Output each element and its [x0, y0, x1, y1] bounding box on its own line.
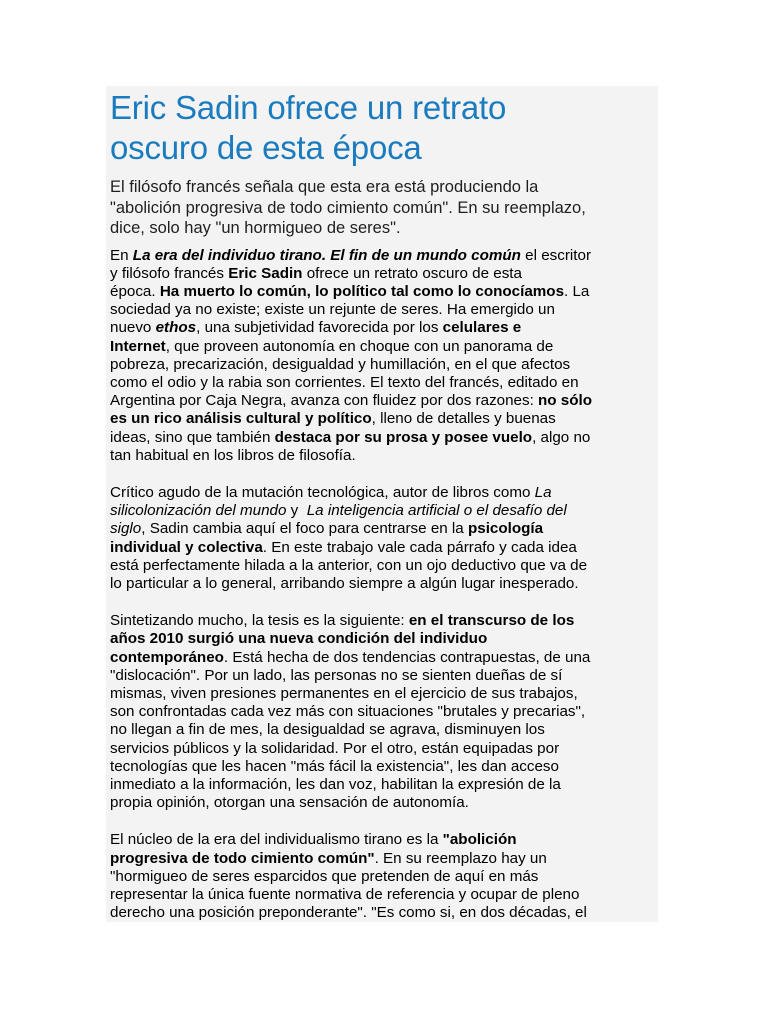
paragraph-line — [110, 575, 656, 593]
bold-text: Internet — [110, 337, 166, 355]
text-run: . En este trabajo vale cada párrafo y cada idea — [262, 538, 577, 556]
text-run: "hormigueo de seres esparcidos que pretenden de aquí en más — [110, 867, 539, 885]
article-title-line: oscuro de esta época — [110, 129, 422, 166]
paragraph-line — [110, 886, 656, 904]
text-run: , que proveen autonomía en choque con un panorama de — [165, 337, 554, 355]
paragraph-line — [110, 740, 656, 758]
text-run: Crítico agudo de la mutación tecnológica, autor de libros como — [110, 483, 535, 501]
paragraph-line — [110, 685, 656, 703]
paragraph-line — [110, 301, 656, 319]
article-title — [110, 88, 656, 168]
text-run: tan habitual en los libros de filosofía. — [110, 446, 356, 464]
text-run: son confrontadas cada vez más con situaciones "brutales y precarias", — [110, 703, 586, 721]
paragraph-line — [110, 667, 656, 685]
bold-text: en el transcurso de los — [408, 612, 575, 630]
text-run: derecho una posición preponderante". "Es como si, en dos décadas, el — [110, 904, 587, 922]
bold-italic-text: La era del individuo tirano. El fin de un mundo común — [132, 246, 521, 264]
text-run: Argentina por Caja Negra, avanza con fluidez por dos razones: — [110, 392, 539, 410]
article-lead-line: El filósofo francés señala que esta era está produciendo la — [110, 178, 539, 196]
text-run: ofrece un retrato oscuro de esta — [302, 264, 522, 282]
text-run: , Sadin cambia aquí el foco para centrarse en la — [141, 520, 468, 538]
paragraph-line — [110, 557, 656, 575]
bold-text: individual y colectiva — [110, 538, 263, 556]
bold-text: es un rico análisis cultural y político — [110, 410, 372, 428]
paragraph-line — [110, 758, 656, 776]
article-lead-line: "abolición progresiva de todo cimiento común". En su reemplazo, — [110, 198, 586, 217]
italic-text: La — [534, 483, 552, 501]
paragraph-line — [110, 429, 656, 447]
article-lead — [110, 177, 656, 239]
text-run: inmediato a la información, les dan voz, habilitan la expresión de la — [110, 775, 561, 793]
body-paragraph — [110, 831, 656, 922]
text-run: el escritor — [520, 246, 592, 264]
paragraph-line — [110, 247, 656, 265]
paragraph-line — [110, 649, 656, 667]
paragraph-line — [110, 703, 656, 721]
text-run: época. — [110, 282, 160, 300]
text-run: Sintetizando mucho, la tesis es la siguiente: — [110, 612, 409, 630]
bold-text: "abolición — [442, 831, 517, 849]
paragraph-line — [110, 630, 656, 648]
paragraph-line — [110, 831, 656, 849]
text-run: y filósofo francés — [110, 264, 229, 282]
bold-text: progresiva de todo cimiento común" — [110, 849, 375, 867]
text-run: propia opinión, otorgan una sensación de autonomía. — [110, 794, 469, 812]
text-run: , algo no — [532, 428, 591, 446]
text-run: mismas, viven presiones permanentes en el ejercicio de sus trabajos, — [110, 684, 578, 702]
body-paragraph — [110, 247, 656, 465]
body-paragraph — [110, 484, 656, 593]
paragraph-line — [110, 776, 656, 794]
text-run: "dislocación". Por un lado, las personas no se sienten dueñas de sí — [110, 666, 563, 684]
bold-text: no sólo — [538, 392, 593, 410]
article — [110, 86, 656, 922]
body-paragraph — [110, 612, 656, 812]
text-run: sociedad ya no existe; existe un rejunte de seres. Ha emergido un — [110, 301, 555, 319]
paragraph-line — [110, 392, 656, 410]
article-lead-line: dice, solo hay "un hormigueo de seres". — [110, 219, 401, 237]
text-run: , una subjetividad favorecida por los — [196, 319, 443, 337]
text-run: . La — [564, 282, 590, 300]
text-run: . En su reemplazo hay un — [374, 849, 547, 867]
paragraph-line — [110, 374, 656, 392]
bold-text: psicología — [467, 520, 544, 538]
italic-text: La inteligencia artificial o el desafío del — [306, 502, 567, 520]
text-run: pobreza, precarización, desigualdad y humillación, en el que afectos — [110, 355, 571, 373]
text-run: En — [110, 246, 133, 264]
text-run: como el odio y la rabia son corrientes. El texto del francés, editado en — [110, 373, 579, 391]
text-run: y — [286, 502, 307, 520]
paragraph-line — [110, 447, 656, 465]
paragraph-line — [110, 868, 656, 886]
paragraph-line — [110, 612, 656, 630]
paragraph-line — [110, 520, 656, 538]
article-card — [106, 86, 658, 922]
italic-text: siglo — [110, 520, 142, 538]
paragraph-line — [110, 283, 656, 301]
paragraph-line — [110, 265, 656, 283]
text-run: ideas, sino que también — [110, 428, 275, 446]
paragraph-line — [110, 904, 656, 922]
paragraph-line — [110, 502, 656, 520]
bold-text: destaca por su prosa y posee vuelo — [274, 428, 533, 446]
text-run: El núcleo de la era del individualismo tirano es la — [110, 831, 443, 849]
text-run: representar la única fuente normativa de referencia y ocupar de pleno — [110, 886, 580, 903]
paragraph-line — [110, 850, 656, 868]
bold-italic-text: ethos — [155, 319, 197, 337]
italic-text: silicolonización del mundo — [110, 502, 287, 520]
text-run: , lleno de detalles y buenas — [371, 410, 556, 428]
paragraph-line — [110, 721, 656, 739]
paragraph-line — [110, 484, 656, 502]
bold-text: Eric Sadin — [228, 264, 303, 282]
text-run: nuevo — [110, 319, 156, 337]
article-title-line: Eric Sadin ofrece un retrato — [110, 89, 507, 126]
paragraph-line — [110, 410, 656, 428]
text-run: está perfectamente hilada a la anterior, con un ojo deductivo que va de — [110, 556, 588, 574]
paragraph-line — [110, 338, 656, 356]
paragraph-line — [110, 794, 656, 812]
text-run: no llegan a fin de mes, la desigualdad se agrava, disminuyen los — [110, 721, 545, 739]
bold-text: contemporáneo — [110, 648, 224, 666]
bold-text: Ha muerto lo común, lo político tal como lo conocíamos — [159, 282, 565, 300]
paragraph-line — [110, 539, 656, 557]
text-run: lo particular a lo general, arribando siempre a algún lugar inesperado. — [110, 574, 579, 592]
paragraph-line — [110, 356, 656, 374]
text-run: tecnologías que les hacen "más fácil la existencia", les dan acceso — [110, 757, 559, 775]
paragraph-line — [110, 319, 656, 337]
article-body — [110, 247, 656, 923]
bold-text: años 2010 surgió una nueva condición del individuo — [110, 630, 488, 648]
text-run: . Está hecha de dos tendencias contrapuestas, de una — [223, 648, 591, 666]
bold-text: celulares e — [442, 319, 522, 337]
text-run: servicios públicos y la solidaridad. Por el otro, están equipadas por — [110, 739, 560, 757]
